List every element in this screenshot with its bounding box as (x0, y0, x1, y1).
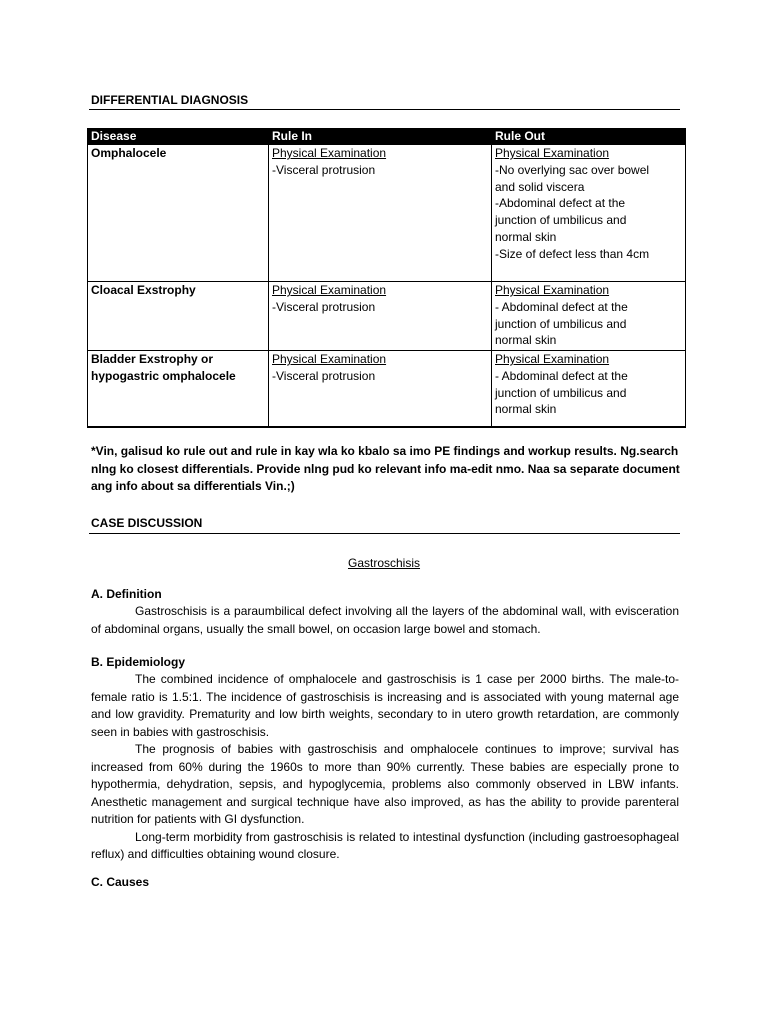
differential-table (87, 128, 686, 428)
disease-cell (88, 351, 269, 428)
rule-in-cell (269, 351, 492, 428)
rule-out-line: normal skin (495, 402, 557, 417)
rule-in-title: Physical Examination (272, 283, 387, 297)
differential-diagnosis-heading: DIFFERENTIAL DIAGNOSIS (91, 93, 249, 107)
rule-in-cell (269, 282, 492, 351)
rule-out-cell (492, 282, 686, 351)
definition-paragraph: Gastroschisis is a paraumbilical defect involving all the layers of the abdominal wall, with evisceration of abdominal organs, usually the small bowel, on occasion large bowel and stomach. (91, 604, 679, 636)
rule-in-cell (269, 145, 492, 282)
disease-line: Bladder Exstrophy or (91, 352, 214, 366)
definition-heading: A. Definition (91, 587, 162, 601)
rule-out-line: -Size of defect less than 4cm (495, 246, 650, 261)
epidemiology-heading: B. Epidemiology (91, 655, 186, 669)
heading-rule (89, 109, 680, 110)
rule-out-line: normal skin (495, 229, 557, 244)
case-discussion-heading: CASE DISCUSSION (91, 516, 203, 530)
rule-in-item: -Visceral protrusion (272, 368, 376, 383)
column-header-rule-in: Rule In (269, 128, 492, 145)
table-row (88, 282, 686, 351)
rule-out-line: junction of umbilicus and (495, 213, 627, 228)
definition-text-block (91, 603, 679, 638)
table-row (88, 145, 686, 282)
rule-in-item: -Visceral protrusion (272, 299, 376, 314)
epidemiology-text-block (91, 671, 679, 864)
rule-out-line: junction of umbilicus and (495, 316, 627, 331)
table-row (88, 351, 686, 428)
rule-out-line: and solid viscera (495, 179, 585, 194)
rule-out-title: Physical Examination (495, 283, 610, 297)
rule-out-line: - Abdominal defect at the (495, 299, 628, 314)
disease-cell: Cloacal Exstrophy (88, 282, 269, 351)
gastroschisis-title: Gastroschisis (347, 556, 421, 570)
epidemiology-paragraph: The combined incidence of omphalocele and gastroschisis is 1 case per 2000 births. The male-to-female ratio is 1.5:1. The incidence of gastroschisis is increasing and is associated with young maternal age and low gravidity. Prematurity and low birth weights, secondary to in utero growth retardation, are commonly seen in babies with gastroschisis. (91, 672, 679, 739)
rule-out-title: Physical Examination (495, 352, 610, 366)
column-header-disease: Disease (88, 128, 269, 145)
rule-out-line: normal skin (495, 333, 557, 348)
causes-heading: C. Causes (91, 875, 150, 889)
rule-in-item: -Visceral protrusion (272, 162, 376, 177)
epidemiology-paragraph: The prognosis of babies with gastroschisis and omphalocele continues to improve; survival has increased from 60% during the 1960s to more than 90% currently. These babies are especially prone to hypothermia, dehydration, sepsis, and hypoglycemia, problems also commonly observed in LBW infants. Anesthetic management and surgical technique have also improved, as has the ability to provide parenteral nutrition for patients with GI dysfunction. (91, 742, 679, 826)
table-header-row (88, 128, 686, 145)
rule-out-line: -No overlying sac over bowel (495, 162, 650, 177)
column-header-rule-out: Rule Out (492, 128, 686, 145)
rule-in-title: Physical Examination (272, 352, 387, 366)
rule-in-title: Physical Examination (272, 146, 387, 160)
heading-rule (89, 533, 680, 534)
rule-out-title: Physical Examination (495, 146, 610, 160)
epidemiology-paragraph: Long-term morbidity from gastroschisis is related to intestinal dysfunction (including gastroesophageal reflux) and difficulties obtaining wound closure. (91, 829, 679, 861)
rule-out-cell (492, 145, 686, 282)
disease-line: hypogastric omphalocele (91, 368, 236, 383)
rule-out-line: -Abdominal defect at the (495, 196, 626, 211)
disease-cell: Omphalocele (88, 145, 269, 282)
author-note: *Vin, galisud ko rule out and rule in kay wla ko kbalo sa imo PE findings and workup results. Ng.search nlng ko closest differentials. Provide nlng pud ko relevant info ma-edit nmo. Naa sa separate document ang info about sa differentials Vin.;) (91, 444, 680, 493)
rule-out-line: - Abdominal defect at the (495, 368, 628, 383)
rule-out-cell (492, 351, 686, 428)
rule-out-line: junction of umbilicus and (495, 385, 627, 400)
